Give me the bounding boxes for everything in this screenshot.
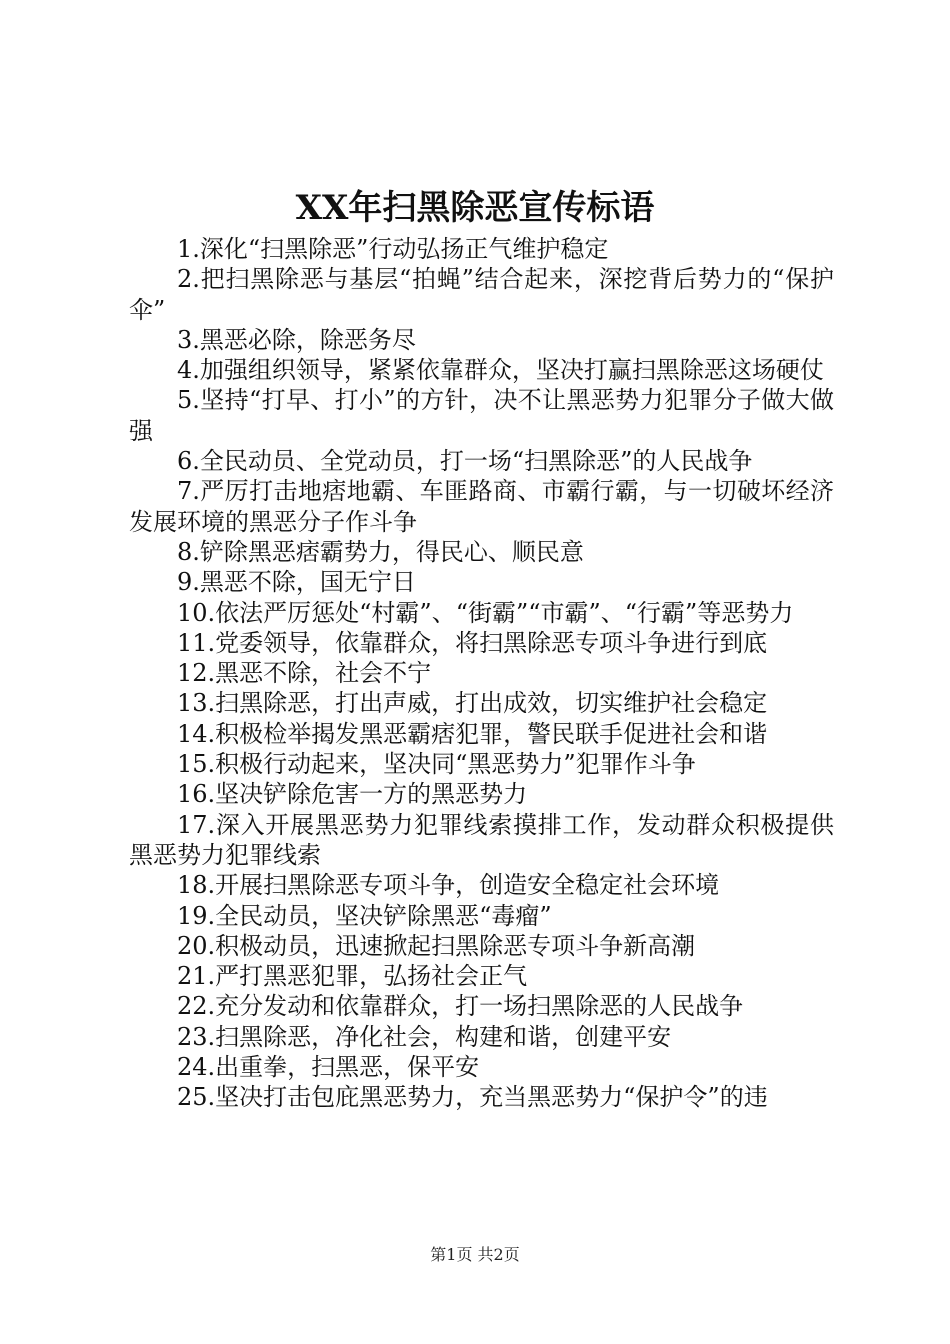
slogan-list <box>129 234 834 1113</box>
slogan-item-1: 1.深化“扫黑除恶”行动弘扬正气维护稳定 <box>177 235 609 263</box>
slogan-item-17: 17.深入开展黑恶势力犯罪线索摸排工作，发动群众积极提供黑恶势力犯罪线索 <box>129 810 834 869</box>
slogan-item-8: 8.铲除黑恶痞霸势力，得民心、顺民意 <box>177 537 584 566</box>
slogan-item-11: 11.党委领导，依靠群众，将扫黑除恶专项斗争进行到底 <box>177 628 768 657</box>
slogan-item-13: 13.扫黑除恶，打出声威，打出成效，切实维护社会稳定 <box>177 689 768 718</box>
page-number-footer: 第1页 共2页 <box>430 1245 520 1264</box>
slogan-item-15: 15.积极行动起来，坚决同“黑恶势力”犯罪作斗争 <box>177 750 696 779</box>
slogan-item-16: 16.坚决铲除危害一方的黑恶势力 <box>177 780 528 809</box>
slogan-item-3: 3.黑恶必除，除恶务尽 <box>177 325 416 354</box>
slogan-item-24: 24.出重拳，扫黑恶，保平安 <box>177 1053 480 1082</box>
slogan-item-5: 5.坚持“打早、打小”的方针，决不让黑恶势力犯罪分子做大做强 <box>129 386 834 445</box>
document-title: XX年扫黑除恶宣传标语 <box>295 188 655 228</box>
slogan-item-7: 7.严厉打击地痞地霸、车匪路商、市霸行霸，与一切破坏经济发展环境的黑恶分子作斗争 <box>129 477 834 536</box>
slogan-item-12: 12.黑恶不除，社会不宁 <box>177 659 432 688</box>
slogan-item-20: 20.积极动员，迅速掀起扫黑除恶专项斗争新高潮 <box>177 931 696 960</box>
slogan-item-4: 4.加强组织领导，紧紧依靠群众，坚决打赢扫黑除恶这场硬仗 <box>177 356 824 385</box>
slogan-item-25: 25.坚决打击包庇黑恶势力，充当黑恶势力“保护令”的违 <box>177 1083 768 1112</box>
slogan-item-9: 9.黑恶不除，国无宁日 <box>177 568 416 597</box>
slogan-item-14: 14.积极检举揭发黑恶霸痞犯罪，警民联手促进社会和谐 <box>177 719 768 748</box>
slogan-item-21: 21.严打黑恶犯罪，弘扬社会正气 <box>177 962 528 991</box>
slogan-item-23: 23.扫黑除恶，净化社会，构建和谐，创建平安 <box>177 1022 672 1051</box>
slogan-item-10: 10.依法严厉惩处“村霸”、“街霸”“市霸”、“行霸”等恶势力 <box>177 598 794 627</box>
slogan-item-2: 2.把扫黑除恶与基层“拍蝇”结合起来，深挖背后势力的“保护伞” <box>129 265 834 324</box>
slogan-item-6: 6.全民动员、全党动员，打一场“扫黑除恶”的人民战争 <box>177 447 753 476</box>
slogan-item-19: 19.全民动员，坚决铲除黑恶“毒瘤” <box>177 901 552 930</box>
slogan-item-22: 22.充分发动和依靠群众，打一场扫黑除恶的人民战争 <box>177 992 744 1021</box>
slogan-item-18: 18.开展扫黑除恶专项斗争，创造安全稳定社会环境 <box>177 871 720 900</box>
